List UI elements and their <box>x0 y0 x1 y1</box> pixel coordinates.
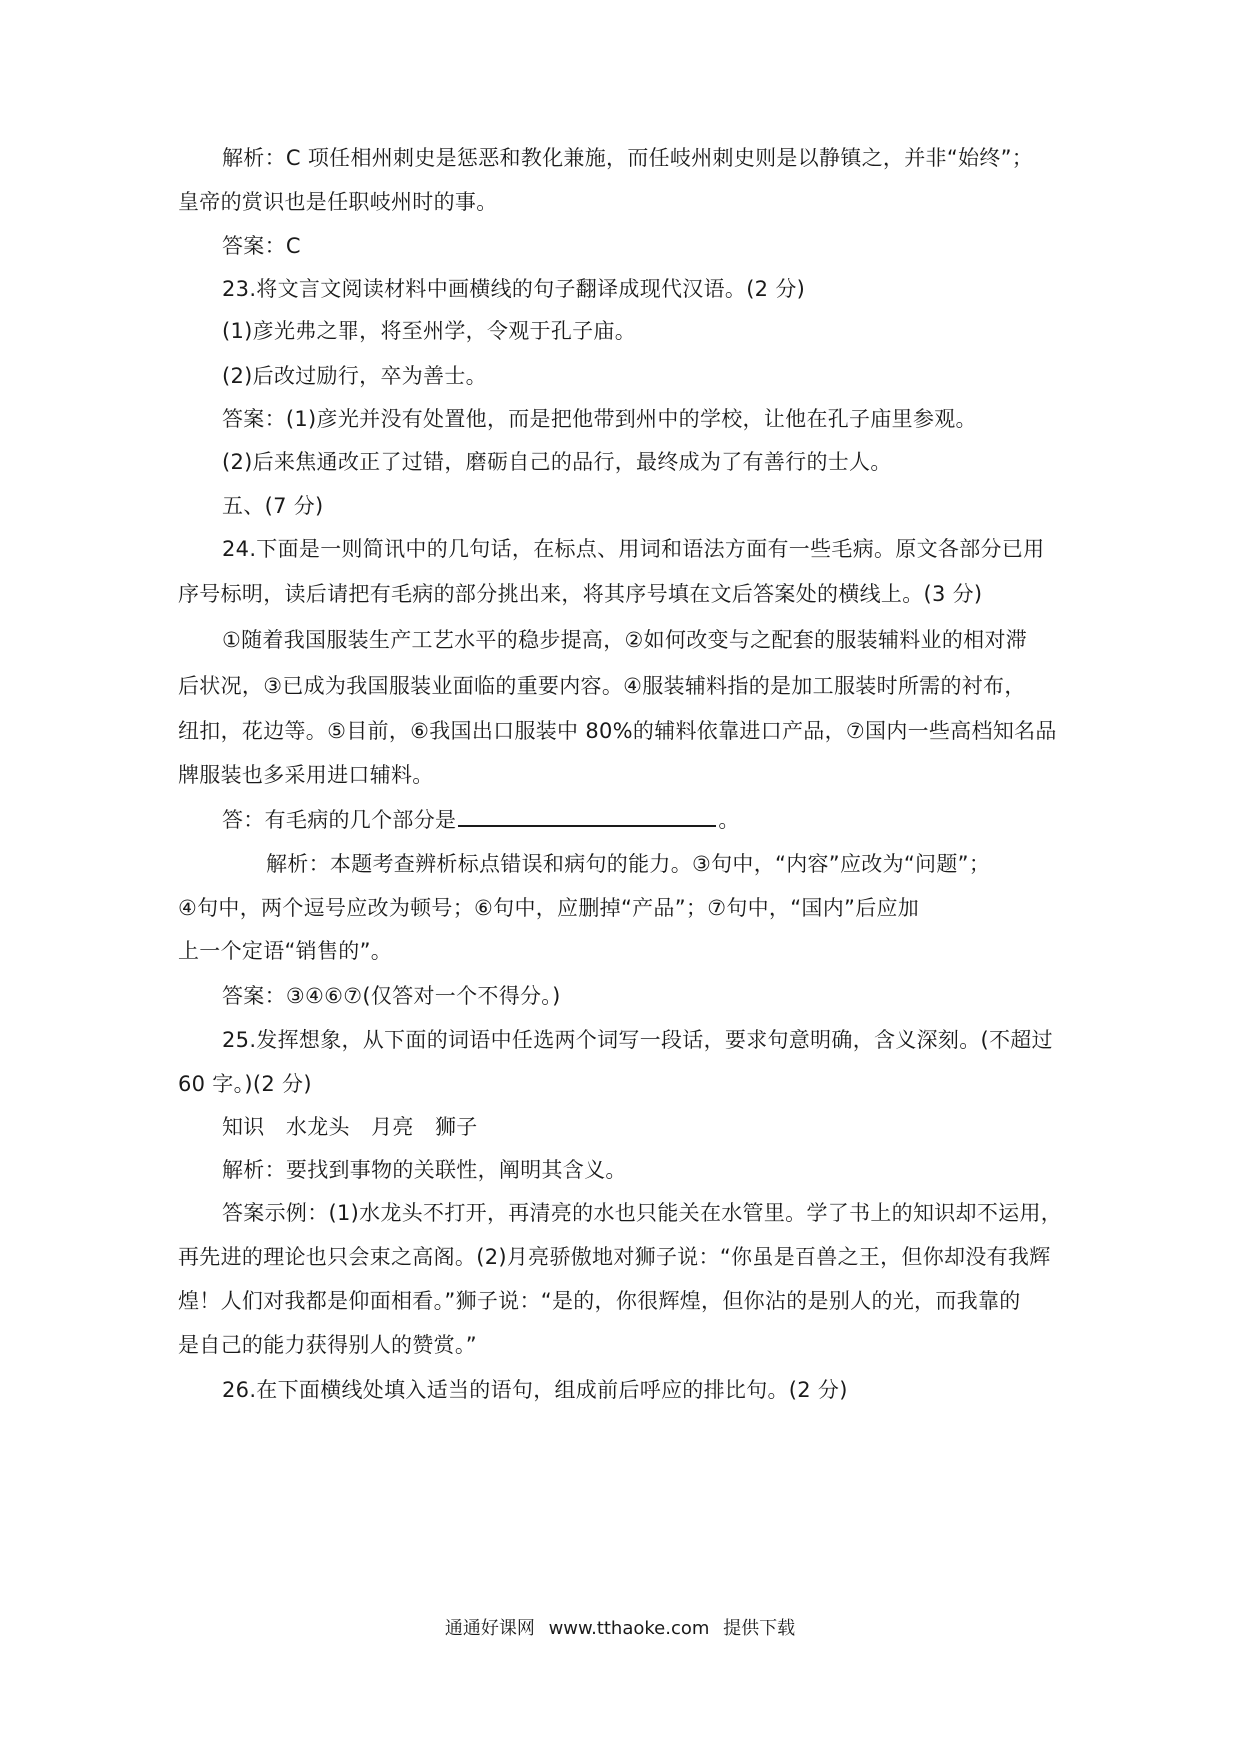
analysis-22-line-2: 皇帝的赏识也是任职岐州时的事。 <box>178 190 498 214</box>
section-five-heading: 五、(7 分) <box>222 494 324 518</box>
answer-blank-line <box>458 803 716 827</box>
passage-24-line-4: 牌服装也多采用进口辅料。 <box>178 763 434 787</box>
analysis-22-line-1: 解析：C 项任相州刺史是惩恶和教化兼施，而任岐州刺史则是以静镇之，并非“始终”； <box>222 146 1034 170</box>
question-24-line-1: 24.下面是一则简讯中的几句话，在标点、用词和语法方面有一些毛病。原文各部分已用 <box>222 537 1045 561</box>
passage-24-line-3: 纽扣，花边等。⑤目前，⑥我国出口服装中 80%的辅料依靠进口产品，⑦国内一些高档知名品 <box>178 719 1057 743</box>
answer-22: 答案：C <box>222 234 301 258</box>
question-25-line-2: 60 字。)(2 分) <box>178 1072 312 1096</box>
question-23: 23.将文言文阅读材料中画横线的句子翻译成现代汉语。(2 分) <box>222 277 806 301</box>
answer-25-line-3: 煌！人们对我都是仰面相看。”狮子说：“是的，你很辉煌，但你沾的是别人的光，而我靠的 <box>178 1289 1021 1313</box>
passage-24-line-2: 后状况，③已成为我国服装业面临的重要内容。④服装辅料指的是加工服装时所需的衬布， <box>178 674 1026 698</box>
footer-url[interactable]: www.tthaoke.com <box>548 1618 710 1639</box>
analysis-24-line-3: 上一个定语“销售的”。 <box>178 939 393 963</box>
answer-25-line-1: 答案示例：(1)水龙头不打开，再清亮的水也只能关在水管里。学了书上的知识却不运用， <box>222 1201 1063 1225</box>
answer-25-line-2: 再先进的理论也只会束之高阁。(2)月亮骄傲地对狮子说：“你虽是百兽之王，但你却没有我辉 <box>178 1245 1051 1269</box>
answer-24: 答案：③④⑥⑦(仅答对一个不得分。) <box>222 984 561 1008</box>
answer-25-line-4: 是自己的能力获得别人的赞赏。” <box>178 1333 477 1357</box>
analysis-24-line-1: 解析：本题考查辨析标点错误和病句的能力。③句中，“内容”应改为“问题”； <box>266 852 991 876</box>
footer-note: 提供下载 <box>723 1618 796 1639</box>
answer-23-line-2: (2)后来焦通改正了过错，磨砺自己的品行，最终成为了有善行的士人。 <box>222 450 892 474</box>
question-26: 26.在下面横线处填入适当的语句，组成前后呼应的排比句。(2 分) <box>222 1378 848 1402</box>
question-23-sentence-1: (1)彦光弗之罪，将至州学，令观于孔子庙。 <box>222 319 637 343</box>
analysis-25: 解析：要找到事物的关联性，阐明其含义。 <box>222 1158 627 1182</box>
question-24-line-2: 序号标明，读后请把有毛病的部分挑出来，将其序号填在文后答案处的横线上。(3 分) <box>178 582 983 606</box>
word-list: 知识 水龙头 月亮 狮子 <box>222 1115 478 1139</box>
question-25-line-1: 25.发挥想象，从下面的词语中任选两个词写一段话，要求句意明确，含义深刻。(不超过 <box>222 1028 1053 1052</box>
answer-24-end: 。 <box>718 808 740 832</box>
page-footer <box>0 1616 1240 1642</box>
answer-24-prompt <box>222 803 1062 835</box>
passage-24-line-1: ①随着我国服装生产工艺水平的稳步提高，②如何改变与之配套的服装辅料业的相对滞 <box>222 628 1028 652</box>
footer-site-name: 通通好课网 <box>444 1618 535 1639</box>
answer-23-line-1: 答案：(1)彦光并没有处置他，而是把他带到州中的学校，让他在孔子庙里参观。 <box>222 407 977 431</box>
analysis-24-line-2: ④句中，两个逗号应改为顿号；⑥句中，应删掉“产品”；⑦句中，“国内”后应加 <box>178 896 920 920</box>
answer-24-label: 答：有毛病的几个部分是 <box>222 808 457 832</box>
question-23-sentence-2: (2)后改过励行，卒为善士。 <box>222 364 487 388</box>
